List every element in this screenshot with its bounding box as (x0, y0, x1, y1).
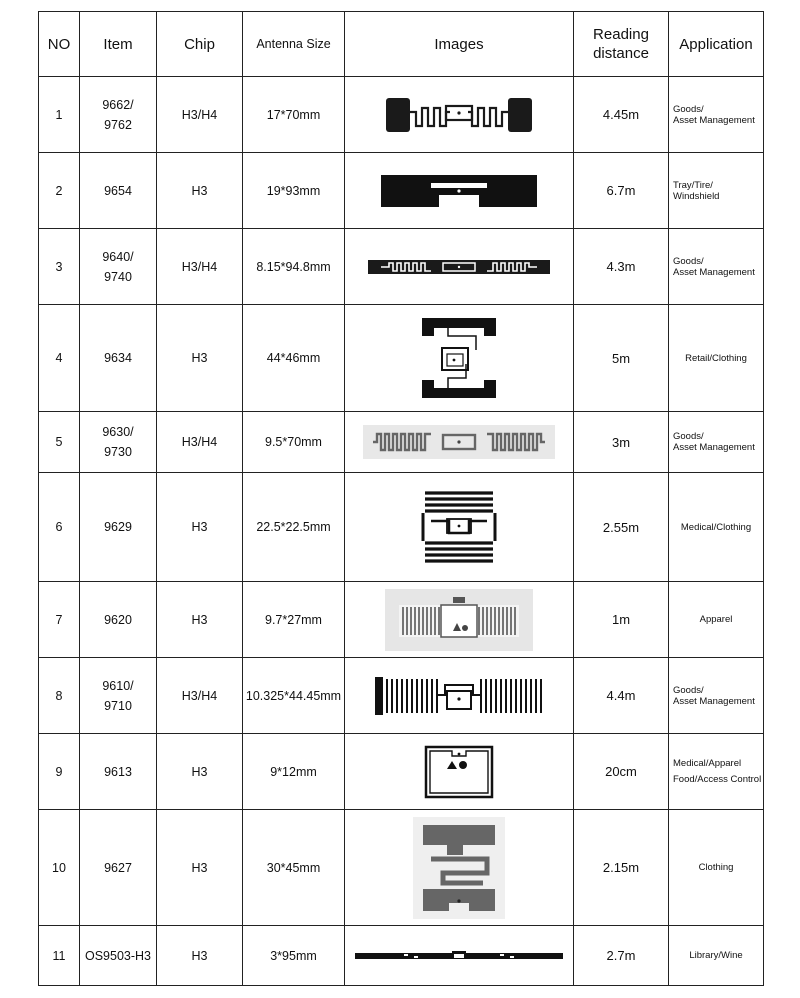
reading-distance: 5m (574, 305, 669, 412)
application (669, 229, 764, 305)
item-code-line: 9662/ (102, 97, 134, 112)
item-code-line: 9613 (104, 764, 132, 779)
reading-distance: 4.4m (574, 658, 669, 734)
application-line: Goods/ (673, 103, 704, 115)
application-line: Asset Management (673, 266, 755, 278)
inlay-image (345, 658, 574, 734)
reading-distance: 3m (574, 412, 669, 473)
item-code-line: 9710 (104, 698, 132, 713)
row-number: 1 (39, 77, 80, 153)
inlay-os9503-icon (354, 949, 564, 963)
antenna-size: 9.5*70mm (243, 412, 345, 473)
application-line: Asset Management (673, 442, 755, 453)
inlay-9662-icon (384, 96, 534, 134)
item-code (80, 734, 157, 810)
item-code (80, 229, 157, 305)
table-row (39, 926, 764, 986)
item-code (80, 926, 157, 986)
table-row (39, 412, 764, 473)
antenna-size: 3*95mm (243, 926, 345, 986)
header-distance-line1: Reading (593, 26, 649, 43)
inlay-9630-icon (363, 425, 555, 459)
row-number: 6 (39, 473, 80, 582)
header-distance-line2: distance (593, 45, 649, 62)
application (669, 77, 764, 153)
chip-type: H3/H4 (157, 229, 243, 305)
reading-distance: 4.45m (574, 77, 669, 153)
chip-type: H3 (157, 153, 243, 229)
inlay-image (345, 734, 574, 810)
item-code-line: 9654 (104, 183, 132, 198)
chip-type: H3/H4 (157, 412, 243, 473)
inlay-image (345, 77, 574, 153)
inlay-image (345, 153, 574, 229)
antenna-size: 17*70mm (243, 77, 345, 153)
antenna-size: 30*45mm (243, 810, 345, 926)
table-row (39, 473, 764, 582)
table-row (39, 153, 764, 229)
row-number: 3 (39, 229, 80, 305)
application-line: Goods/ (673, 684, 704, 696)
application-line: Food/Access Control (673, 773, 762, 785)
reading-distance: 2.55m (574, 473, 669, 582)
application-line: Medical/Apparel (673, 757, 742, 769)
item-code-line: OS9503-H3 (84, 948, 151, 963)
antenna-size: 44*46mm (243, 305, 345, 412)
inlay-image (345, 810, 574, 926)
inlay-9654-icon (379, 173, 539, 209)
application (669, 473, 764, 582)
item-code-line: 9762 (104, 117, 132, 132)
table-row (39, 77, 764, 153)
application (669, 734, 764, 810)
application (669, 153, 764, 229)
item-code (80, 153, 157, 229)
chip-type: H3 (157, 734, 243, 810)
inlay-image (345, 412, 574, 473)
reading-distance: 2.15m (574, 810, 669, 926)
header-application: Application (669, 12, 764, 77)
item-code (80, 810, 157, 926)
antenna-size: 19*93mm (243, 153, 345, 229)
inlay-9620-icon (385, 589, 533, 651)
application-line: Windshield (673, 190, 720, 202)
item-code (80, 582, 157, 658)
inlay-9627-icon (413, 817, 505, 919)
application-line: Retail/Clothing (685, 352, 747, 364)
application-line: Asset Management (673, 114, 755, 126)
reading-distance: 4.3m (574, 229, 669, 305)
chip-type: H3 (157, 810, 243, 926)
item-code (80, 658, 157, 734)
application (669, 305, 764, 412)
header-row (39, 12, 764, 77)
application-line: Medical/Clothing (680, 521, 752, 533)
antenna-size: 9.7*27mm (243, 582, 345, 658)
application-line: Clothing (698, 862, 734, 873)
antenna-size: 9*12mm (243, 734, 345, 810)
chip-type: H3 (157, 473, 243, 582)
item-code-line: 9620 (104, 612, 132, 627)
reading-distance: 6.7m (574, 153, 669, 229)
inlay-9613-icon (423, 744, 495, 800)
item-code (80, 412, 157, 473)
table-row (39, 582, 764, 658)
header-no: NO (39, 12, 80, 77)
application-line: Library/Wine (689, 950, 743, 961)
reading-distance: 2.7m (574, 926, 669, 986)
item-code (80, 473, 157, 582)
header-item: Item (80, 12, 157, 77)
row-number: 8 (39, 658, 80, 734)
item-code (80, 77, 157, 153)
chip-type: H3 (157, 582, 243, 658)
table-row (39, 305, 764, 412)
table-row (39, 810, 764, 926)
header-chip: Chip (157, 12, 243, 77)
row-number: 9 (39, 734, 80, 810)
inlay-image (345, 229, 574, 305)
inlay-image (345, 926, 574, 986)
inlay-9640-icon (367, 258, 551, 276)
reading-distance: 1m (574, 582, 669, 658)
application-line: Goods/ (673, 431, 704, 442)
row-number: 5 (39, 412, 80, 473)
row-number: 10 (39, 810, 80, 926)
item-code-line: 9610/ (102, 678, 134, 693)
item-code-line: 9730 (104, 445, 132, 459)
header-reading-distance (574, 12, 669, 77)
inlay-image (345, 473, 574, 582)
inlay-image (345, 305, 574, 412)
item-code-line: 9640/ (102, 249, 134, 264)
item-code-line: 9634 (104, 351, 132, 365)
item-code-line: 9740 (104, 269, 132, 284)
chip-type: H3/H4 (157, 658, 243, 734)
antenna-size: 8.15*94.8mm (243, 229, 345, 305)
table-row (39, 658, 764, 734)
row-number: 2 (39, 153, 80, 229)
chip-type: H3 (157, 926, 243, 986)
application (669, 810, 764, 926)
item-code-line: 9630/ (102, 425, 134, 439)
application-line: Tray/Tire/ (673, 179, 713, 191)
application-line: Asset Management (673, 695, 755, 707)
row-number: 11 (39, 926, 80, 986)
application (669, 412, 764, 473)
reading-distance: 20cm (574, 734, 669, 810)
table-row (39, 229, 764, 305)
inlay-9629-icon (421, 489, 497, 565)
application (669, 658, 764, 734)
antenna-size: 10.325*44.45mm (243, 658, 345, 734)
application-line: Goods/ (673, 255, 704, 267)
application (669, 582, 764, 658)
inlay-9634-icon (418, 314, 500, 402)
row-number: 4 (39, 305, 80, 412)
rfid-spec-table (38, 11, 764, 986)
inlay-9610-icon (373, 675, 545, 717)
header-images: Images (345, 12, 574, 77)
application-line: Apparel (699, 614, 733, 625)
chip-type: H3/H4 (157, 77, 243, 153)
item-code-line: 9627 (104, 860, 132, 875)
table-row (39, 734, 764, 810)
item-code-line: 9629 (104, 520, 132, 534)
antenna-size: 22.5*22.5mm (243, 473, 345, 582)
chip-type: H3 (157, 305, 243, 412)
item-code (80, 305, 157, 412)
inlay-image (345, 582, 574, 658)
header-antenna-size: Antenna Size (243, 12, 345, 77)
row-number: 7 (39, 582, 80, 658)
application (669, 926, 764, 986)
